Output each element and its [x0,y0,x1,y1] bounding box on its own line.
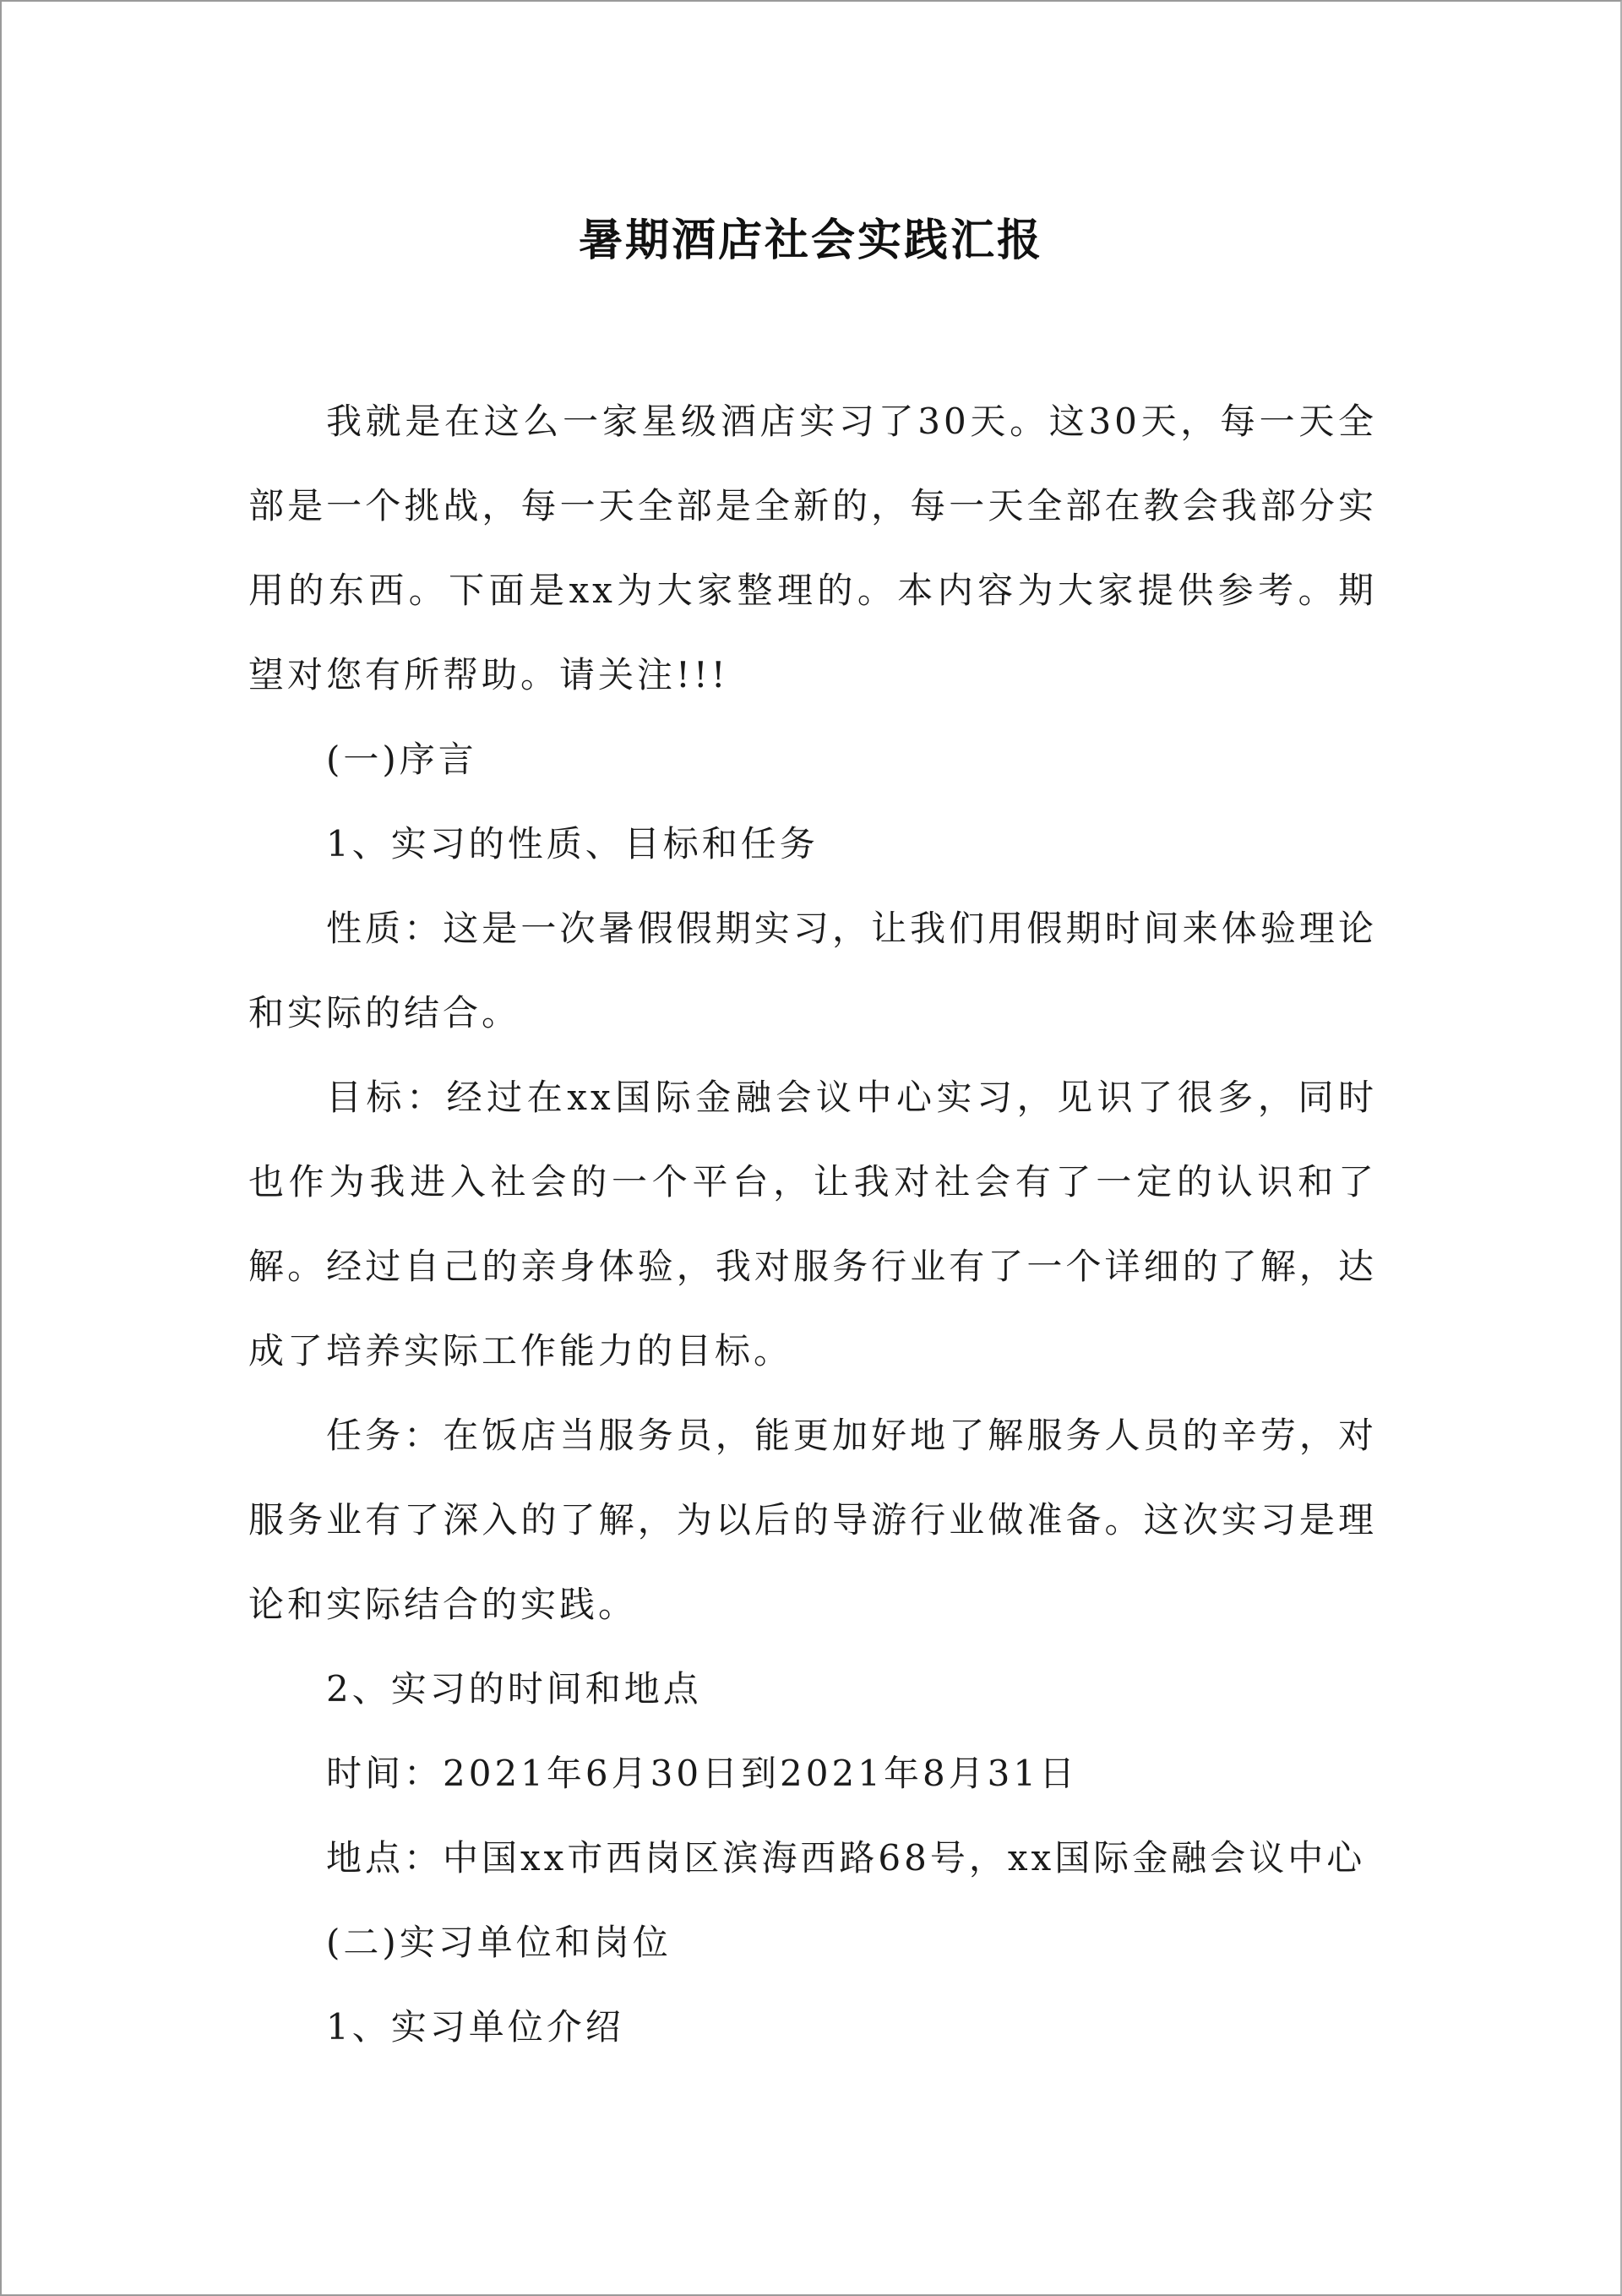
section-heading-preface: (一)序言 [326,739,477,780]
paragraph-time: 时间：2021年6月30日到2021年8月31日 [326,1753,1079,1794]
subheading-nature-goals-tasks: 1、实习的性质、目标和任务 [326,823,819,864]
paragraph-intro: 我就是在这么一家星级酒店实习了30天。这30天，每一天全部是一个挑战，每一天全部是全新的，每一天全部在教会我部分实用的东西。下面是xx为大家整理的。本内容为大家提供参考。期望对您有所帮助。请关注!!! [248,401,1377,695]
paragraph-nature: 性质：这是一次暑假假期实习，让我们用假期时间来体验理论和实际的结合。 [248,908,1377,1033]
section-heading-unit-post: (二)实习单位和岗位 [326,1922,672,1963]
paragraph-goal: 目标：经过在xx国际金融会议中心实习，见识了很多，同时也作为我进入社会的一个平台，让我对社会有了一定的认识和了解。经过自己的亲身体验，我对服务行业有了一个详细的了解，达成了培养实际工作能力的目标。 [248,1077,1377,1372]
document-body [248,379,1377,2070]
subheading-time-place: 2、实习的时间和地点 [326,1668,702,1710]
paragraph-task: 任务：在饭店当服务员，能更加好地了解服务人员的辛劳，对服务业有了深入的了解，为以后的导游行业做准备。这次实习是理论和实际结合的实践。 [248,1415,1377,1625]
document-title: 暑期酒店社会实践汇报 [578,215,1043,266]
paragraph-place: 地点：中国xx市西岗区滨海西路68号，xx国际金融会议中心 [326,1837,1366,1879]
subheading-unit-intro: 1、实习单位介绍 [326,2006,624,2048]
